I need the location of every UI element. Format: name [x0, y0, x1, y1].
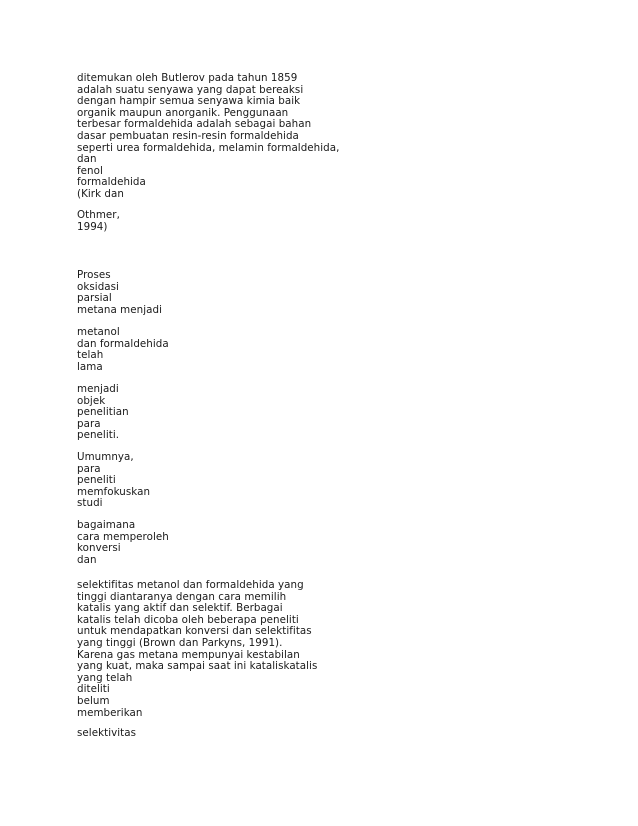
text-line: adalah suatu senyawa yang dapat bereaksi [77, 83, 304, 96]
text-line: 1994) [77, 220, 108, 233]
text-line: peneliti [77, 474, 116, 487]
text-line: Othmer, [77, 209, 120, 221]
text-line: seperti urea formaldehida, melamin formaldehida, [77, 141, 340, 154]
text-line: untuk mendapatkan konversi dan selektifitas [77, 625, 312, 638]
text-line: Umumnya, [77, 451, 134, 463]
paragraph-selektivitas [77, 728, 136, 740]
paragraph-metanol [77, 327, 169, 373]
text-line: katalis telah dicoba oleh beberapa peneliti [77, 613, 299, 626]
text-line: organik maupun anorganik. Penggunaan [77, 106, 289, 119]
text-line: diteliti [77, 683, 110, 696]
paragraph-selektifitas [77, 580, 317, 719]
text-line: dan [77, 153, 97, 166]
text-line: selektifitas metanol dan formaldehida yang [77, 579, 304, 591]
text-line: dan formaldehida [77, 337, 169, 350]
text-line: para [77, 462, 101, 475]
paragraph-bagaimana [77, 520, 169, 566]
text-line: lama [77, 360, 103, 373]
text-line: dengan hampir semua senyawa kimia baik [77, 95, 301, 108]
paragraph-citation [77, 210, 120, 233]
text-line: telah [77, 349, 104, 362]
text-line: ditemukan oleh Butlerov pada tahun 1859 [77, 72, 298, 84]
text-line: oksidasi [77, 280, 119, 293]
paragraph-menjadi [77, 384, 129, 442]
paragraph-formaldehida-intro [77, 73, 339, 201]
text-line: yang kuat, maka sampai saat ini kataliskatalis [77, 660, 318, 673]
text-line: yang telah [77, 671, 133, 684]
text-line: penelitian [77, 406, 129, 419]
text-line: metanol [77, 326, 120, 338]
text-line: tinggi diantaranya dengan cara memilih [77, 590, 287, 603]
text-line: dasar pembuatan resin-resin formaldehida [77, 129, 299, 142]
text-line: Karena gas metana mempunyai kestabilan [77, 648, 300, 661]
paragraph-umumnya [77, 452, 150, 510]
text-line: terbesar formaldehida adalah sebagai bahan [77, 118, 312, 131]
text-line: memberikan [77, 706, 143, 719]
text-line: objek [77, 394, 106, 407]
text-line: selektivitas [77, 727, 137, 739]
text-line: peneliti. [77, 429, 120, 442]
text-line: dan [77, 553, 97, 566]
text-line: bagaimana [77, 519, 136, 531]
text-line: memfokuskan [77, 485, 151, 498]
text-line: metana menjadi [77, 303, 162, 316]
text-line: yang tinggi (Brown dan Parkyns, 1991). [77, 636, 283, 649]
text-line: parsial [77, 292, 112, 305]
text-line: Proses [77, 269, 111, 281]
text-line: studi [77, 497, 103, 510]
text-line: menjadi [77, 383, 119, 395]
text-line: (Kirk dan [77, 187, 124, 200]
text-line: konversi [77, 542, 121, 555]
text-line: fenol [77, 164, 103, 177]
text-line: para [77, 417, 101, 430]
text-line: formaldehida [77, 176, 146, 189]
paragraph-proses [77, 270, 162, 316]
text-line: cara memperoleh [77, 530, 169, 543]
text-line: belum [77, 694, 110, 707]
text-line: katalis yang aktif dan selektif. Berbagai [77, 602, 283, 615]
